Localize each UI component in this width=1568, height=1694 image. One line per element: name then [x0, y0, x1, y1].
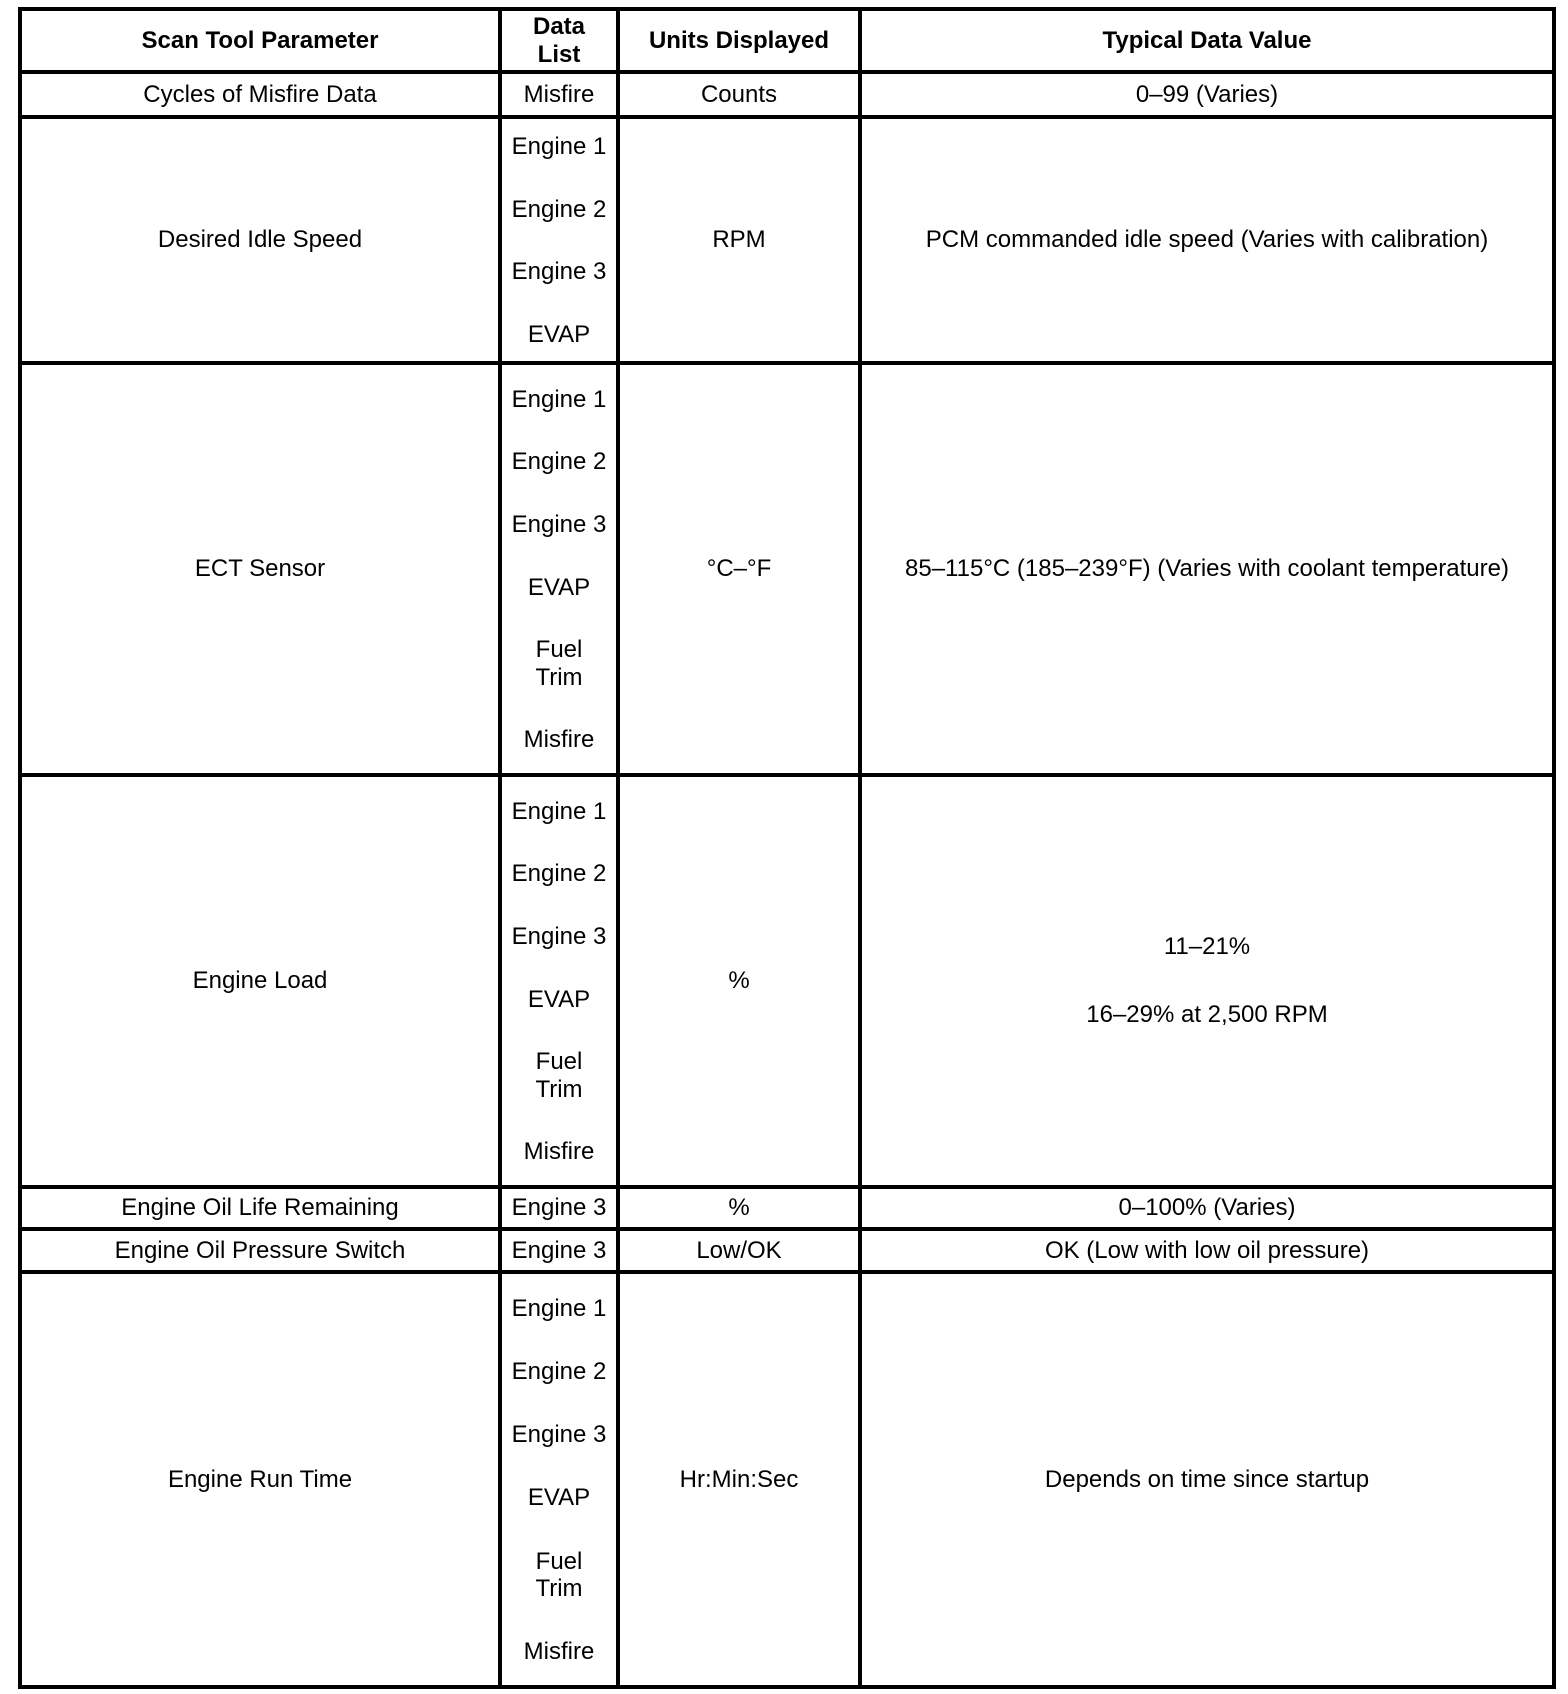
parameter-cell: Engine Oil Life Remaining [20, 1187, 500, 1230]
data-list-cell [500, 363, 618, 775]
typical-value-cell [860, 117, 1554, 363]
scan-tool-data-table [18, 7, 1556, 1689]
header-typical: Typical Data Value [860, 9, 1554, 72]
data-list-item: Engine 1 [511, 385, 607, 413]
typical-value-line: 85–115°C (185–239°F) (Varies with coolant temperature) [905, 555, 1509, 583]
data-list-cell [500, 1229, 618, 1272]
data-list-item: Engine 2 [511, 1358, 607, 1386]
typical-value-cell [860, 775, 1554, 1187]
data-list-item: Engine 3 [511, 922, 607, 950]
units-cell: % [618, 775, 860, 1187]
parameter-cell: Cycles of Misfire Data [20, 72, 500, 117]
header-parameter: Scan Tool Parameter [20, 9, 500, 72]
data-list-cell [500, 1187, 618, 1230]
typical-value-cell [860, 72, 1554, 117]
table-row [20, 72, 1554, 117]
header-data-list: Data List [500, 9, 618, 72]
units-cell: RPM [618, 117, 860, 363]
data-list-item: Engine 3 [511, 511, 607, 539]
typical-value-line: PCM commanded idle speed (Varies with calibration) [925, 226, 1489, 254]
units-cell: °C–°F [618, 363, 860, 775]
data-list-cell [500, 72, 618, 117]
data-list-cell [500, 1272, 618, 1687]
parameter-cell: Desired Idle Speed [20, 117, 500, 363]
data-list-item: Engine 3 [511, 1421, 607, 1449]
data-list-item: Misfire [523, 1138, 595, 1166]
data-list-item: Engine 3 [511, 258, 607, 286]
data-list-item: Engine 3 [511, 1236, 607, 1264]
data-list-item: EVAP [527, 321, 591, 349]
typical-value-line: Depends on time since startup [1044, 1465, 1370, 1493]
header-units: Units Displayed [618, 9, 860, 72]
table-row [20, 117, 1554, 363]
parameter-cell: Engine Oil Pressure Switch [20, 1229, 500, 1272]
data-list-item: Fuel Trim [535, 1048, 583, 1103]
typical-value-line: 0–100% (Varies) [1118, 1194, 1296, 1222]
units-cell: % [618, 1187, 860, 1230]
units-cell: Counts [618, 72, 860, 117]
data-list-item: Engine 2 [511, 448, 607, 476]
table-row [20, 363, 1554, 775]
data-list-item: Misfire [523, 726, 595, 754]
data-list-item: Engine 1 [511, 1294, 607, 1322]
data-list-item: Engine 1 [511, 797, 607, 825]
table-row [20, 1187, 1554, 1230]
typical-value-line: OK (Low with low oil pressure) [1044, 1236, 1370, 1264]
data-list-item: Engine 2 [511, 195, 607, 223]
parameter-cell: Engine Load [20, 775, 500, 1187]
data-list-item: Engine 1 [511, 132, 607, 160]
typical-value-cell [860, 1272, 1554, 1687]
data-list-cell [500, 117, 618, 363]
data-list-item: EVAP [527, 573, 591, 601]
data-list-item: Engine 2 [511, 860, 607, 888]
table-row [20, 1272, 1554, 1687]
parameter-cell: ECT Sensor [20, 363, 500, 775]
parameter-cell: Engine Run Time [20, 1272, 500, 1687]
header-row [20, 9, 1554, 72]
typical-value-cell [860, 363, 1554, 775]
data-list-cell [500, 775, 618, 1187]
data-list-item: Fuel Trim [535, 1547, 583, 1603]
table-row [20, 1229, 1554, 1272]
table-row [20, 775, 1554, 1187]
data-list-item: EVAP [527, 985, 591, 1013]
data-list-item: Engine 3 [511, 1194, 607, 1222]
units-cell: Low/OK [618, 1229, 860, 1272]
typical-value-cell [860, 1229, 1554, 1272]
data-list-item: Fuel Trim [535, 636, 583, 691]
data-list-item: Misfire [523, 1638, 595, 1666]
units-cell: Hr:Min:Sec [618, 1272, 860, 1687]
typical-value-line: 11–21% [1163, 933, 1251, 961]
typical-value-cell [860, 1187, 1554, 1230]
data-list-item: EVAP [527, 1484, 591, 1512]
data-list-item: Misfire [523, 80, 595, 108]
typical-value-line: 0–99 (Varies) [1135, 80, 1279, 108]
typical-value-line: 16–29% at 2,500 RPM [1086, 1000, 1328, 1028]
